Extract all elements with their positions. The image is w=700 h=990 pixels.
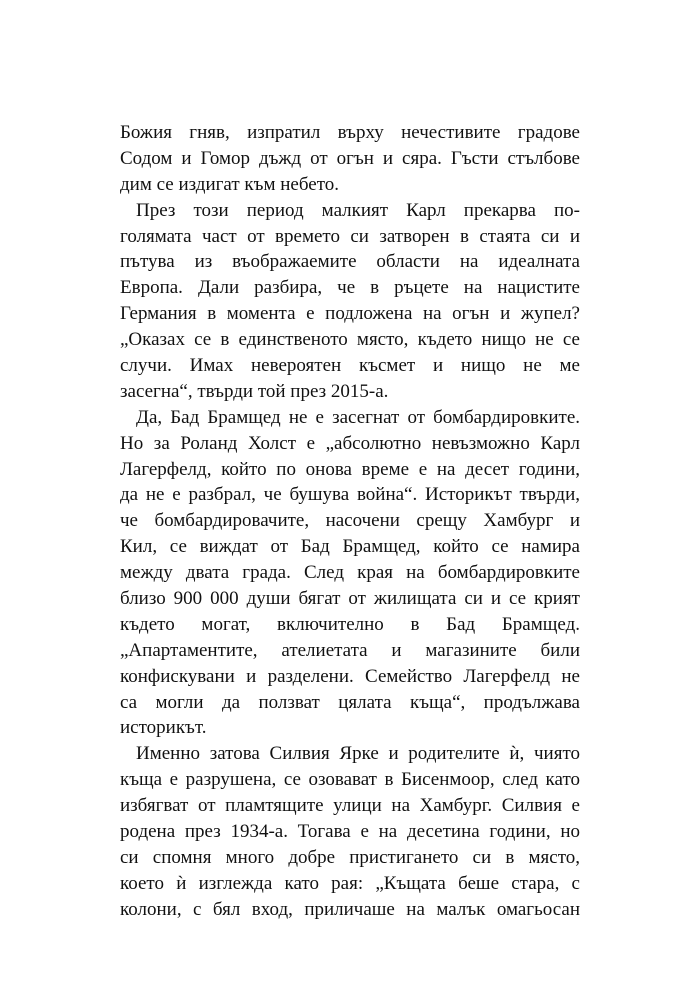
text-line: случи. Имах невероятен късмет и нищо не ме	[120, 355, 580, 377]
text-line: където могат, включително в Бад Брамщед.	[120, 613, 580, 635]
text-line: историкът.	[120, 717, 207, 739]
text-line: близо 900 000 души бягат от жилищата си и се крият	[120, 588, 580, 610]
text-line: „Оказах се в единственото място, където нищо не се	[120, 329, 580, 351]
text-line: къща е разрушена, се озовават в Бисенмоор, след като	[120, 769, 580, 791]
text-line: си спомня много добре пристигането си в място,	[120, 846, 580, 868]
text-line: че бомбардировачите, насочени срещу Хамбург и	[120, 510, 580, 532]
text-line: През този период малкият Карл прекарва по-	[136, 199, 580, 221]
text-line: Германия в момента е подложена на огън и жупел?	[120, 303, 580, 325]
paragraph-4	[120, 741, 580, 922]
text-line: са могли да ползват цялата къща“, продължава	[120, 691, 580, 713]
paragraph-3	[120, 405, 580, 742]
text-line: което ѝ изглежда като рая: „Къщата беше стара, с	[120, 872, 580, 894]
text-line: Но за Роланд Холст е „абсолютно невъзможно Карл	[120, 432, 580, 454]
text-line: „Апартаментите, ателиетата и магазините били	[120, 639, 580, 661]
paragraph-2	[120, 198, 580, 405]
text-line: Лагерфелд, който по онова време е на десет години,	[120, 458, 580, 480]
text-line: между двата града. След края на бомбардировките	[120, 562, 580, 584]
text-line: Европа. Дали разбира, че в ръцете на нацистите	[120, 277, 580, 299]
text-line: колони, с бял вход, приличаше на малък омагьосан	[120, 898, 580, 920]
text-line: засегна“, твърди той през 2015-а.	[120, 380, 389, 402]
paragraph-1	[120, 120, 580, 198]
page-body-text	[120, 120, 580, 923]
text-line: голямата част от времето си затворен в стаята си и	[120, 225, 580, 247]
text-line: конфискувани и разделени. Семейство Лагерфелд не	[120, 665, 580, 687]
text-line: родена през 1934-а. Тогава е на десетина години, но	[120, 821, 580, 843]
text-line: избягват от пламтящите улици на Хамбург. Силвия е	[120, 795, 580, 817]
text-line: Божия гняв, изпратил върху нечестивите градове	[120, 122, 580, 143]
text-line: Именно затова Силвия Ярке и родителите ѝ, чиято	[136, 743, 580, 765]
text-line: пътува из въображаемите области на идеалната	[120, 251, 580, 273]
text-line: да не е разбрал, че бушува война“. Историкът твърди,	[120, 484, 580, 506]
text-line: Содом и Гомор дъжд от огън и сяра. Гъсти стълбове	[120, 147, 580, 169]
text-line: дим се издигат към небето.	[120, 173, 339, 195]
text-line: Да, Бад Брамщед не е засегнат от бомбардировките.	[136, 406, 580, 428]
text-line: Кил, се виждат от Бад Брамщед, който се намира	[120, 536, 580, 558]
